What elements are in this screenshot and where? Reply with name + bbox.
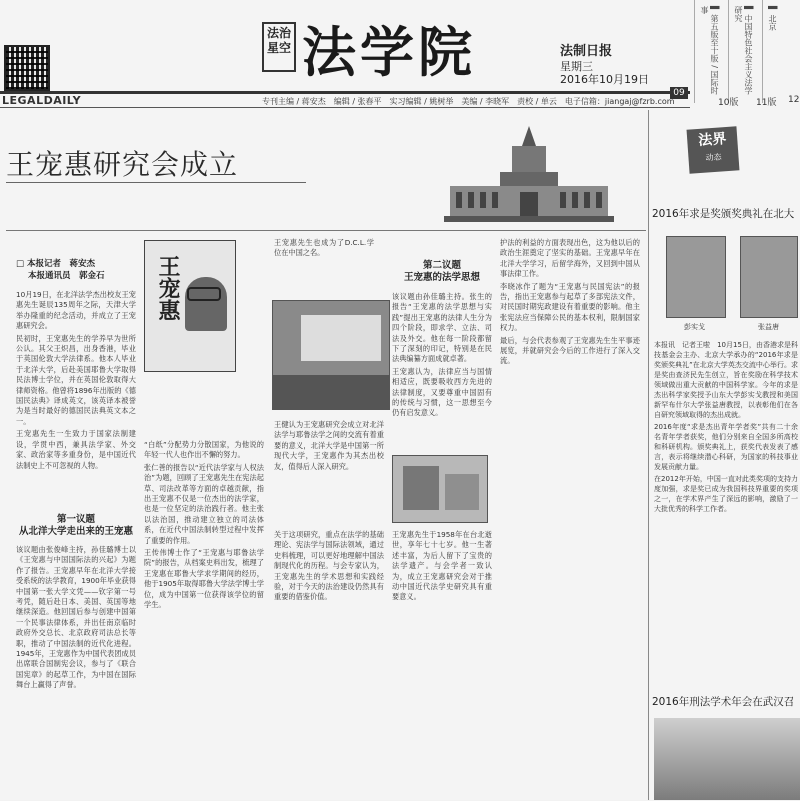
glasses-icon [187,287,221,301]
paragraph: 10月19日，在北洋法学杰出校友王宠惠先生诞辰135周年之际，天津大学举办隆重的纪念活动，并成立了王宠惠研究会。 [16,290,136,331]
badge-main: 法界 [697,131,727,149]
column-3-top [274,238,374,288]
person-photo-1 [666,236,726,318]
news-headline-2[interactable]: 2016年刑法学术年会在武汉召 [652,696,795,708]
correspondent-credit: 本报通讯员 郭金石 [28,271,105,281]
exhibit-panel [403,466,439,510]
audience-area [273,375,389,409]
column-1-top [16,290,136,488]
subhead-topic-2: 第二议题 王宠惠的法学思想 [403,260,480,283]
paragraph: 王宠惠先生也成为了D.C.L.学位在中国之名。 [274,238,374,258]
portrait-figure [185,277,227,331]
article-byline [16,258,136,282]
page-headline: 王宠惠研究会成立 [6,148,239,181]
photo-caption-1: 彭实戈 [684,323,705,331]
column-2 [144,440,264,800]
paragraph: 在2012年开始，中国一直对此类奖项的支持力度加强，求是奖已成为我国科技界重要的奖项之一，在学术界产生了深远的影响，激励了一大批优秀的科学工作者。 [654,475,798,513]
paragraph: 王健认为王宠惠研究会成立对北洋法学与耶鲁法学之间的交流有着重要的意义，北洋大学是中国第一所现代大学，王宠惠作为其杰出校友，值得后人深入研究。 [274,420,384,471]
masthead-bottom-rule [0,107,690,108]
paragraph: 王宠惠先生于1958年在台北逝世，享年七十七岁。他一生著述丰富，为后人留下了宝贵的法学遗产。与会学者一致认为，成立王宠惠研究会对于推动中国近代法学史研究具有重要意义。 [392,530,492,602]
paragraph: “白纸”分配势力分散国家，为他说的年轻一代人也作出不懈的努力。 [144,440,264,460]
person-photo-2 [740,236,798,318]
paragraph: 本报讯 记者王啦 10月15日，由香港求是科技基金会主办、北京大学承办的“2016年求是奖颁奖典礼”在北京大学英杰交流中心举行。求是奖由查济民先生创立，旨在奖励在科学技术领域做出重大贡献的中国科学家。今年的求是杰出科学家奖授予山东大学彭实戈教授和美国新罕布什尔大学张益唐教授，以表彰他们在各自研究领域取得的杰出成就。 [654,341,798,419]
paragraph: 最后，与会代表参观了王宠惠先生生平事迹展览，并就研究会今后的工作进行了深入交流。 [500,335,640,366]
seminar-photo [272,300,390,410]
newspaper-name: 法制日报 [560,44,613,59]
paragraph: 李晓冰作了题为“王宠惠与民国宪法”的报告，指出王宠惠参与起草了多部宪法文件，对民国时期宪政建设有着重要的影响。他主张宪法应当保障公民的基本权利，限制国家权力。 [500,281,640,333]
paragraph: 王宠惠先生一生致力于国家法制建设，学贯中西，兼具法学家、外交家、政治家等多重身份，是中国近代法制史上不可忽视的人物。 [16,429,136,470]
side-index-2[interactable]: ▌ 中国特色社会主义法学研究 [728,0,755,103]
column-3-mid [274,420,384,520]
reporter-credit: □ 本报记者 蒋安杰 [16,259,95,269]
projection-screen [301,315,381,361]
paragraph: 2016年度“求是杰出青年学者奖”共有二十余名青年学者获奖，他们分别来自全国多所高校和科研机构。颁奖典礼上，获奖代表发表了感言，表示将继续潜心科研，为国家的科技事业发展贡献力量。 [654,423,798,471]
paragraph: 王传伟博士作了“王宠惠与耶鲁法学院”的报告，从档案史料出发，梳理了王宠惠在耶鲁大学求学期间的经历，他于1905年取得耶鲁大学法学博士学位，成为中国第一位获得该学位的留学生。 [144,548,264,610]
conference-photo [654,718,800,800]
paragraph: 张仁善的报告以“近代法学家与人权法治”为题，回顾了王宠惠先生在宪法起草、司法改革等方面的卓越贡献，指出王宠惠不仅是一位杰出的法学家，也是一位坚定的法治践行者。他主张以法治国，推动建立独立的司法体系，在近代中国法制转型过程中发挥了重要的作用。 [144,462,264,545]
paragraph: 王宠惠认为，法律应当与国情相适应，既要吸收西方先进的法律制度，又要尊重中国固有的传统与习惯，这一思想至今仍有启发意义。 [392,366,492,418]
column-5 [500,238,640,798]
side-label-12: 12 [788,95,800,105]
legaldaily-logo: LEGALDAILY [2,94,82,107]
building-illustration [440,118,618,228]
news-headline-1[interactable]: 2016年求是奖颁奖典礼在北大 [652,208,795,220]
column-4-bottom [392,530,492,798]
section-title: 法学院 [302,20,476,84]
paragraph: 该议题由孙佳璐主持。张生的报告“王宠惠的法学思想与实践”提出王宠惠的法律人生分为四个阶段，即求学、立法、司法及外交。他在每一阶段都留下了深刻的印记，特别是在民法典编纂方面成就卓著。 [392,292,492,364]
section-brand-box: 法治星空 [262,22,296,72]
exhibition-photo [392,455,488,523]
column-1-bottom [16,545,136,795]
paragraph: 关于这项研究，重点在法学的基础理论、宪法学与国际法领域，通过史料梳理，可以更好地理解中国法制现代化的历程。与会专家认为，王宠惠先生的学术思想和实践经验，对于今天的法治建设仍然具有重要的借鉴价值。 [274,530,384,602]
badge-sub: 动态 [705,152,722,163]
paragraph: 民初时，王宠惠先生的学养早为世所公认。其父王炽昌，出身香港，毕业于英国伦敦大学法律系。他本人毕业于北洋大学，后赴美国耶鲁大学取得民法博士学位，并在英国伦敦取得大律师资格。他曾将1896年出版的《德国民法典》译成英文，该英译本被誉为是当时最好的德国民法典英文本之一。 [16,333,136,426]
photo-caption-2: 张益唐 [758,323,779,331]
book-cover-image: 王宠惠 [144,240,236,372]
exhibit-panel [445,474,479,510]
staff-credits: 专刊主编 / 蒋安杰 编辑 / 张春平 实习编辑 / 姚树举 美编 / 李晓军 责校 / 单云 电子信箱：jiangaj@fzrb.com [262,97,675,106]
page-number: 09 [670,87,688,99]
column-4-top [392,292,492,442]
masthead-rule [0,91,690,94]
side-label-11: 11版 [756,98,777,108]
headline-rule [6,182,306,183]
fajie-badge [687,126,740,173]
publication-date: 2016年10月19日 [560,73,649,86]
side-index-3[interactable]: ▌ 北京 [762,0,789,103]
side-index-1[interactable]: ▌ 第五版至十版 / 国际时事 [694,0,721,103]
side-label-10: 10版 [718,98,739,108]
subhead-topic-1: 第一议题 从北洋大学走出来的王宠惠 [18,514,133,537]
column-3-bottom [274,530,384,798]
paragraph: 护法的利益的方面表现出色，这为他以后的政治生涯奠定了坚实的基础。王宠惠早年在北洋大学学习，后留学海外，又回到中国从事法律工作。 [500,238,640,279]
paragraph: 该议题由张俊峰主持，孙佳璐博士以《王宠惠与中国国际法的兴起》为题作了报告。王宠惠早年在北洋大学接受系统的法学教育，1900年毕业获得中国第一张大学文凭——钦字第一号考凭，随后赴日本、美国、英国等地继续深造。他回国后参与创建中国第一个民事法律体系，并出任南京临时政府外交总长、北京政府司法总长等职，推动了中国法制的近代化进程。1945年，王宠惠作为中国代表团成员出席联合国制宪会议，参与了《联合国宪章》的起草工作，为中国在国际舞台上赢得了声誉。 [16,545,136,690]
qr-code[interactable] [4,45,50,91]
weekday: 星期三 [560,60,593,73]
news-body-1 [654,340,798,680]
